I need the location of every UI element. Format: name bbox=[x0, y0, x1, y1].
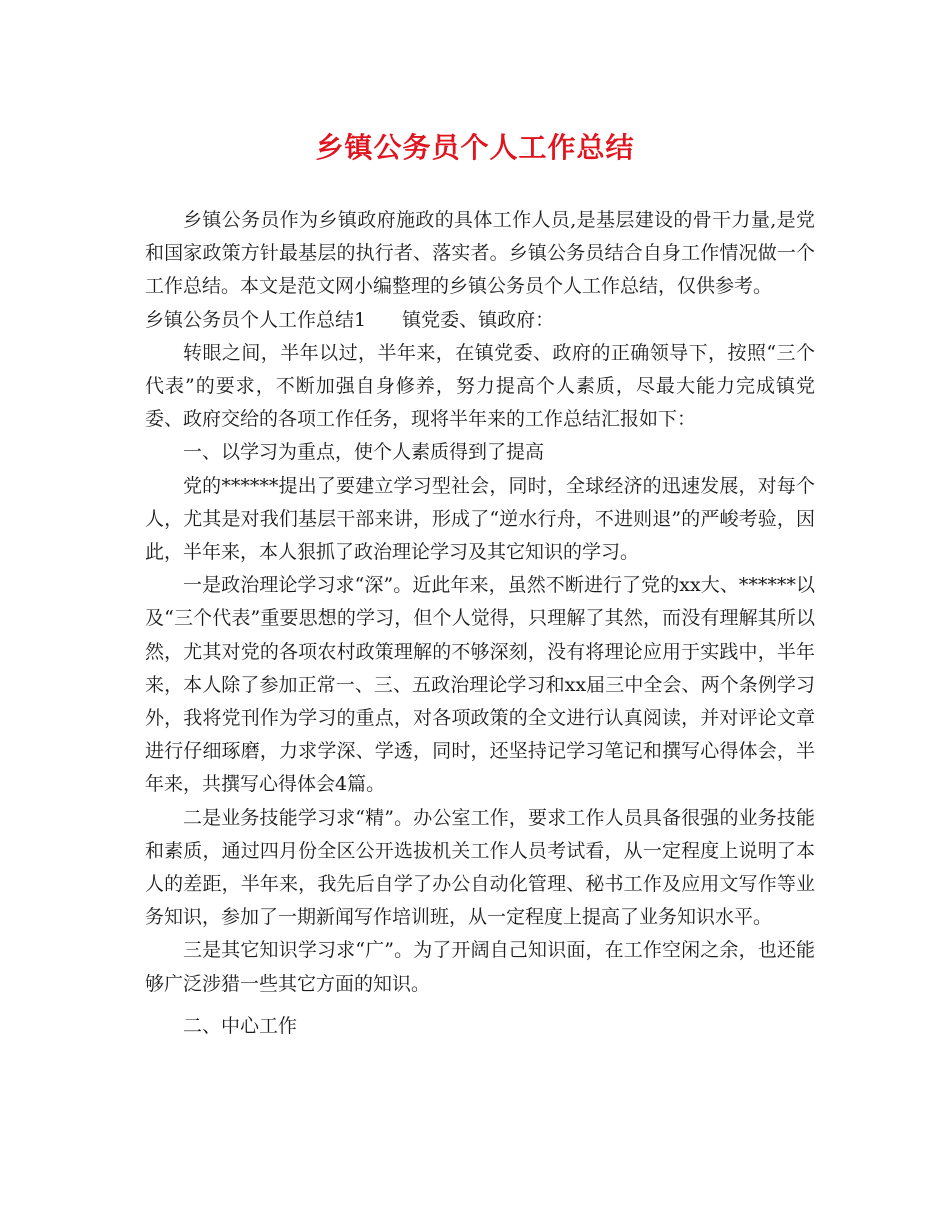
body-paragraph: 三是其它知识学习求“广”。为了开阔自己知识面，在工作空闲之余，也还能够广泛涉猎一些其它方面的知识。 bbox=[145, 939, 815, 995]
document-title: 乡镇公务员个人工作总结 bbox=[315, 131, 635, 164]
addressee-text: 镇党委、镇政府： bbox=[402, 308, 555, 331]
subtitle-line bbox=[145, 304, 815, 337]
intro-paragraph: 乡镇公务员作为乡镇政府施政的具体工作人员,是基层建设的骨干力量,是党和国家政策方针最基层的执行者、落实者。乡镇公务员结合自身工作情况做一个工作总结。本文是范文网小编整理的乡镇公务员个人工作总结，仅供参考。 bbox=[145, 209, 815, 298]
body-paragraph: 转眼之间，半年以过，半年来，在镇党委、政府的正确领导下，按照“三个代表”的要求，不断加强自身修养，努力提高个人素质，尽最大能力完成镇党委、政府交给的各项工作任务，现将半年来的工作总结汇报如下： bbox=[145, 341, 815, 431]
document-body bbox=[145, 204, 815, 1043]
body-paragraph: 二是业务技能学习求“精”。办公室工作，要求工作人员具备很强的业务技能和素质，通过四月份全区公开选拔机关工作人员考试看，从一定程度上说明了本人的差距，半年来，我先后自学了办公自动化管理、秘书工作及应用文写作等业务知识，参加了一期新闻写作培训班，从一定程度上提高了业务知识水平。 bbox=[145, 806, 815, 929]
body-paragraph: 党的******提出了要建立学习型社会，同时，全球经济的迅速发展，对每个人，尤其是对我们基层干部来讲，形成了“逆水行舟，不进则退”的严峻考验，因此，半年来，本人狠抓了政治理论学习及其它知识的学习。 bbox=[145, 474, 815, 564]
body-paragraph: 一是政治理论学习求“深”。近此年来，虽然不断进行了党的xx大、******以及“三个代表”重要思想的学习，但个人觉得，只理解了其然，而没有理解其所以然，尤其对党的各项农村政策理解的不够深刻，没有将理论应用于实践中，半年来，本人除了参加正常一、三、五政治理论学习和xx届三中全会、两个条例学习外，我将党刊作为学习的重点，对各项政策的全文进行认真阅读，并对评论文章进行仔细琢磨，力求学深、学透，同时，还坚持记学习笔记和撰写心得体会，半年来，共撰写心得体会4篇。 bbox=[145, 574, 815, 796]
subtitle-text: 乡镇公务员个人工作总结1 bbox=[145, 308, 367, 331]
section-heading: 一、以学习为重点，使个人素质得到了提高 bbox=[183, 441, 545, 464]
section-heading: 二、中心工作 bbox=[183, 1014, 298, 1037]
